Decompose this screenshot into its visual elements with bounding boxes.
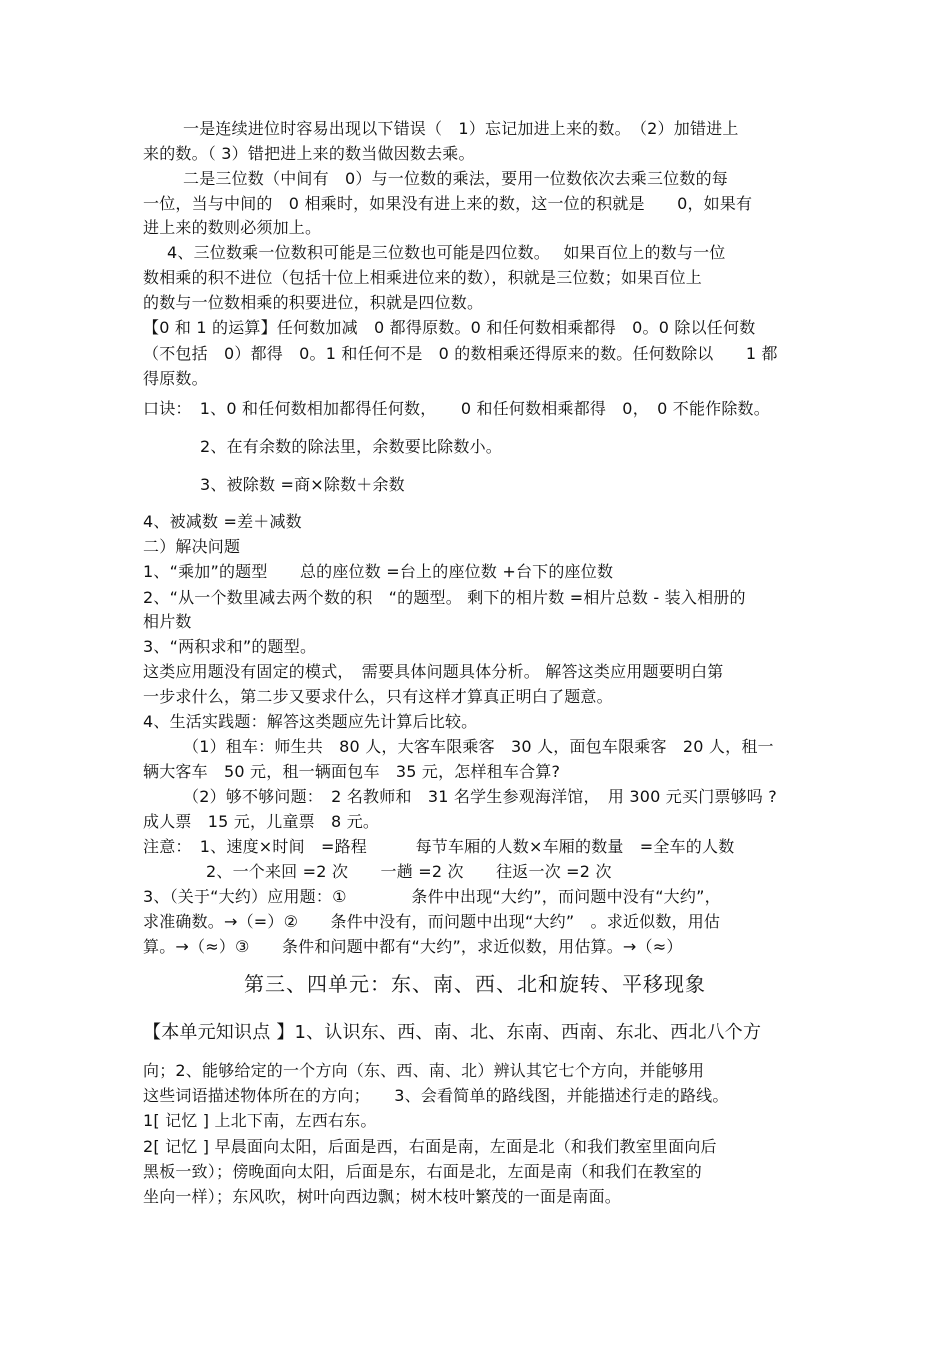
text-line: 【0 和 1 的运算】任何数加减 0 都得原数。0 和任何数相乘都得 0。0 除以任何数 — [143, 318, 756, 337]
text-line: 坐向一样）；东风吹，树叶向西边飘；树木枝叶繁茂的一面是南面。 — [143, 1187, 622, 1206]
text-line: 一步求什么，第二步又要求什么，只有这样才算真正明白了题意。 — [143, 687, 613, 706]
text-line: 成人票 15 元，儿童票 8 元。 — [143, 812, 380, 831]
text-line: 3、（关于“大约）应用题：① 条件中出现“大约”，而问题中没有“大约”， — [143, 887, 721, 906]
text-line: （2）够不够问题： 2 名教师和 31 名学生参观海洋馆， 用 300 元买门票够吗 ? — [183, 787, 777, 806]
text-line: 求准确数。→（=）② 条件中没有，而问题中出现“大约” 。求近似数，用估 — [143, 912, 721, 931]
text-line: 4、生活实践题：解答这类题应先计算后比较。 — [143, 712, 478, 731]
text-line: 数相乘的积不进位（包括十位上相乘进位来的数），积就是三位数；如果百位上 — [143, 268, 703, 287]
text-line: 2、“从一个数里减去两个数的积 “的题型。 剩下的相片数 =相片总数 - 装入相册的 — [143, 588, 746, 607]
text-line: 二是三位数（中间有 0）与一位数的乘法，要用一位数依次去乘三位数的每 — [183, 169, 728, 188]
text-line: 得原数。 — [143, 369, 208, 388]
text-line: 【本单元知识点 】1、认识东、西、南、北、东南、西南、东北、西北八个方 — [143, 1022, 762, 1043]
text-line: 相片数 — [143, 612, 192, 631]
text-line: （1）租车：师生共 80 人，大客车限乘客 30 人，面包车限乘客 20 人，租一 — [183, 737, 774, 756]
text-line: 1[ 记忆 ] 上北下南，左西右东。 — [143, 1111, 377, 1130]
text-line: 来的数。（ 3）错把进上来的数当做因数去乘。 — [143, 144, 475, 163]
text-line: 这类应用题没有固定的模式， 需要具体问题具体分析。 解答这类应用题要明白第 — [143, 662, 724, 681]
text-line: 一是连续进位时容易出现以下错误（ 1）忘记加进上来的数。 （2）加错进上 — [183, 119, 739, 138]
text-line: （不包括 0）都得 0。1 和任何不是 0 的数相乘还得原来的数。任何数除以 1 都 — [143, 344, 778, 363]
text-line: 辆大客车 50 元，租一辆面包车 35 元，怎样租车合算? — [143, 762, 561, 781]
section-heading: 第三、四单元：东、南、西、北和旋转、平移现象 — [244, 972, 706, 996]
text-line: 二）解决问题 — [143, 537, 241, 556]
text-line: 的数与一位数相乘的积要进位，积就是四位数。 — [143, 293, 484, 312]
text-line: 2、在有余数的除法里，余数要比除数小。 — [200, 437, 502, 456]
text-line: 向；2、能够给定的一个方向（东、西、南、北）辨认其它七个方向，并能够用 — [143, 1061, 705, 1080]
text-line: 4、三位数乘一位数积可能是三位数也可能是四位数。 如果百位上的数与一位 — [167, 243, 726, 262]
text-line: 一位，当与中间的 0 相乘时，如果没有进上来的数，这一位的积就是 0，如果有 — [143, 194, 753, 213]
text-line: 4、被减数 =差＋减数 — [143, 512, 302, 531]
text-line: 这些词语描述物体所在的方向； 3、会看简单的路线图，并能描述行走的路线。 — [143, 1086, 729, 1105]
text-line: 进上来的数则必须加上。 — [143, 218, 322, 237]
text-line: 算。→（≈）③ 条件和问题中都有“大约”，求近似数，用估算。→（≈） — [143, 937, 683, 956]
text-line: 2、一个来回 =2 次 一趟 =2 次 往返一次 =2 次 — [206, 862, 612, 881]
text-line: 1、“乘加”的题型 总的座位数 =台上的座位数 +台下的座位数 — [143, 562, 614, 581]
text-line: 2[ 记忆 ] 早晨面向太阳，后面是西，右面是南，左面是北（和我们教室里面向后 — [143, 1137, 717, 1156]
text-line: 注意： 1、速度×时间 =路程 每节车厢的人数×车厢的数量 =全车的人数 — [143, 837, 735, 856]
text-line: 口诀： 1、0 和任何数相加都得任何数， 0 和任何数相乘都得 0， 0 不能作除数。 — [143, 399, 770, 418]
text-line: 3、被除数 =商×除数＋余数 — [200, 475, 405, 494]
text-line: 黑板一致）；傍晚面向太阳，后面是东，右面是北，左面是南（和我们在教室的 — [143, 1162, 703, 1181]
text-line: 3、“两积求和”的题型。 — [143, 637, 317, 656]
